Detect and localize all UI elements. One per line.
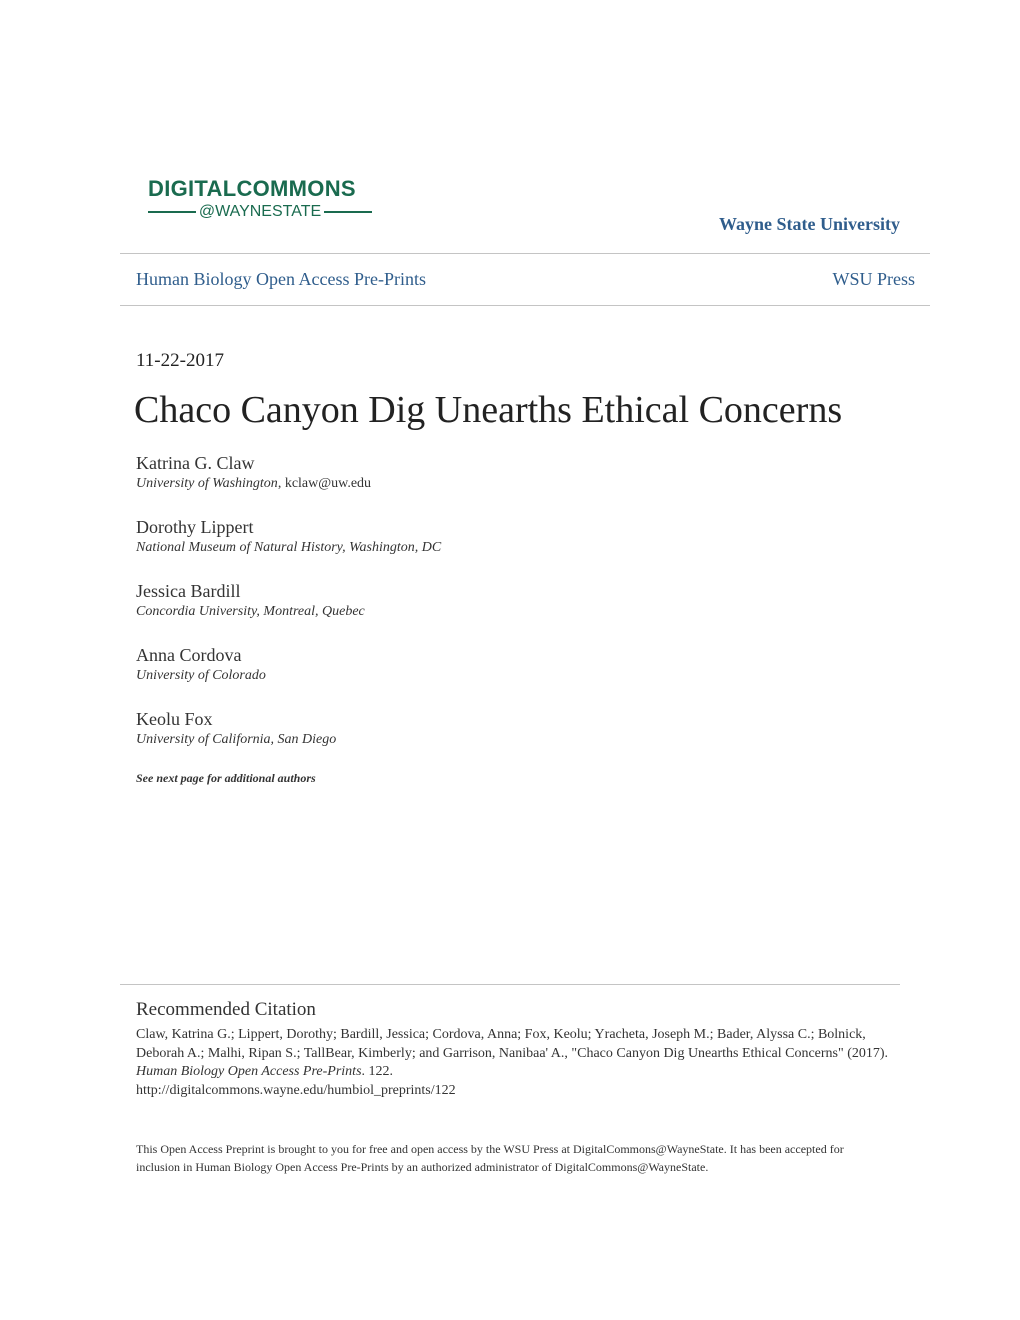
author-name[interactable]: Katrina G. Claw [136, 453, 255, 473]
access-note [136, 1141, 896, 1176]
citation-body [136, 1026, 896, 1100]
affiliation-text: University of California, San Diego [136, 732, 337, 747]
author-affiliation [136, 730, 896, 750]
author-affiliation [136, 538, 896, 558]
citation-line: Deborah A.; Malhi, Ripan S.; TallBear, Kimberly; and Garrison, Nanibaa' A., "Chaco Canyon Dig Unearths Ethical Concerns" (2017). [136, 1045, 889, 1061]
logo-right-rule [324, 211, 372, 213]
author-name[interactable]: Jessica Bardill [136, 581, 241, 601]
author-list [136, 452, 896, 772]
digital-commons-logo[interactable] [148, 176, 372, 224]
citation-journal: Human Biology Open Access Pre-Prints [136, 1064, 362, 1079]
affiliation-text: University of Colorado [136, 668, 266, 683]
author-email: , kclaw@uw.edu [277, 476, 372, 491]
author-entry [136, 452, 896, 516]
article-title: Chaco Canyon Dig Unearths Ethical Concerns [134, 389, 843, 431]
author-affiliation [136, 602, 896, 622]
author-entry [136, 708, 896, 772]
citation-number: . 122. [361, 1064, 394, 1079]
author-entry [136, 580, 896, 644]
author-name[interactable]: Dorothy Lippert [136, 517, 254, 537]
affiliation-text: Concordia University, Montreal, Quebec [136, 604, 365, 619]
university-link[interactable]: Wayne State University [719, 214, 900, 234]
access-note-line: This Open Access Preprint is brought to you for free and open access by the WSU Press at DigitalCommons@WayneState. It has been accepted for [136, 1142, 844, 1156]
citation-url[interactable]: http://digitalcommons.wayne.edu/humbiol_preprints/122 [136, 1082, 456, 1098]
logo-left-rule [148, 211, 196, 213]
author-affiliation [136, 474, 896, 494]
citation-divider [120, 984, 900, 985]
logo-bottom-text: @WAYNESTATE [198, 203, 322, 220]
logo-bottom-row [148, 203, 372, 221]
author-name[interactable]: Anna Cordova [136, 645, 242, 665]
citation-journal-line [136, 1063, 896, 1082]
access-note-line: inclusion in Human Biology Open Access Pre-Prints by an authorized administrator of DigitalCommons@WayneState. [136, 1159, 709, 1174]
publication-date: 11-22-2017 [136, 350, 224, 371]
author-name[interactable]: Keolu Fox [136, 709, 213, 729]
affiliation-text: University of Washington [136, 476, 278, 491]
citation-heading: Recommended Citation [136, 999, 316, 1020]
collection-link[interactable]: Human Biology Open Access Pre-Prints [136, 269, 426, 289]
additional-authors-note: See next page for additional authors [136, 771, 316, 785]
author-entry [136, 644, 896, 708]
author-affiliation [136, 666, 896, 686]
citation-line: Claw, Katrina G.; Lippert, Dorothy; Bardill, Jessica; Cordova, Anna; Fox, Keolu; Yracheta, Joseph M.; Bader, Alyssa C.; Bolnick, [136, 1027, 866, 1042]
logo-top-text: DIGITALCOMMONS [148, 176, 356, 201]
author-entry [136, 516, 896, 580]
header-divider-top [120, 253, 930, 254]
header-divider-bottom [120, 305, 930, 306]
press-link[interactable]: WSU Press [832, 269, 915, 289]
affiliation-text: National Museum of Natural History, Washington, DC [136, 540, 442, 555]
